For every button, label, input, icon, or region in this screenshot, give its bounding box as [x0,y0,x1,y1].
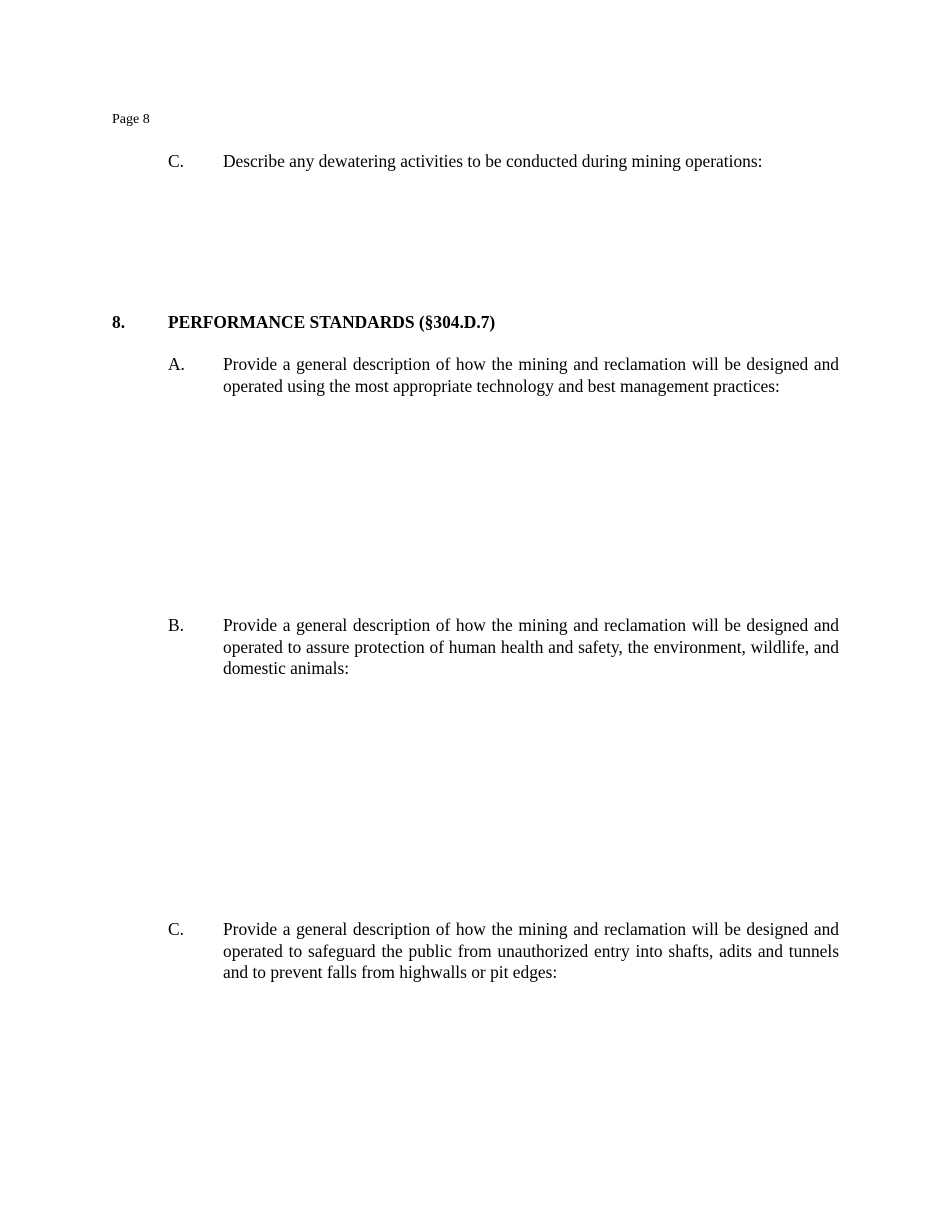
item-text: Provide a general description of how the mining and reclamation will be designed and operated using the most appropriate technology and best management practices: [223,354,839,396]
item-letter: B. [168,615,184,635]
item-letter: C. [168,151,184,171]
item-letter: A. [168,354,185,374]
item-text: Describe any dewatering activities to be conducted during mining operations: [223,151,763,171]
section-title: PERFORMANCE STANDARDS (§304.D.7) [168,312,496,332]
item-text: Provide a general description of how the mining and reclamation will be designed and operated to safeguard the public from unauthorized entry into shafts, adits and tunnels and to prevent falls from highwalls or pit edges: [223,919,839,982]
section-number: 8. [112,312,126,332]
page-number: Page 8 [112,112,150,127]
item-letter: C. [168,919,184,939]
item-text: Provide a general description of how the mining and reclamation will be designed and operated to assure protection of human health and safety, the environment, wildlife, and domestic animals: [223,615,839,678]
